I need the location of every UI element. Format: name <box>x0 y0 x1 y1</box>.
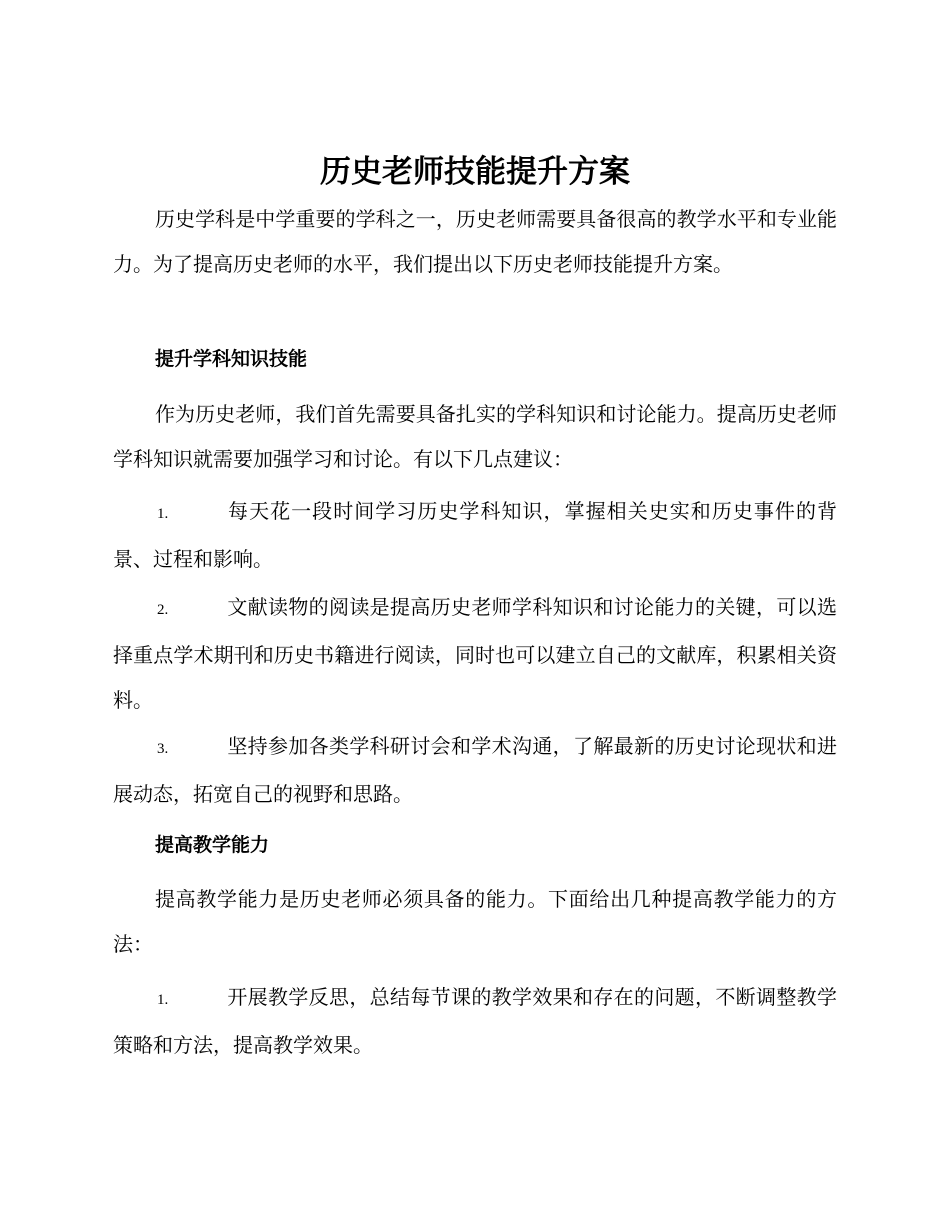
list-item <box>113 724 837 817</box>
section-paragraph-knowledge: 作为历史老师，我们首先需要具备扎实的学科知识和讨论能力。提高历史老师学科知识就需要加强学习和讨论。有以下几点建议： <box>113 402 837 471</box>
list-item-number: 1. <box>157 506 169 522</box>
list-item-number: 3. <box>157 741 169 757</box>
list-item <box>113 585 837 723</box>
list-item-number: 1. <box>157 992 169 1008</box>
list-item-text: 文献读物的阅读是提高历史老师学科知识和讨论能力的关键，可以选择重点学术期刊和历史书籍进行阅读，同时也可以建立自己的文献库，积累相关资料。 <box>113 595 837 712</box>
document-title: 历史老师技能提升方案 <box>320 154 630 190</box>
list-item-text: 坚持参加各类学科研讨会和学术沟通，了解最新的历史讨论现状和进展动态，拓宽自己的视野和思路。 <box>113 734 837 806</box>
section-heading-teaching: 提高教学能力 <box>155 834 270 856</box>
list-item-text: 每天花一段时间学习历史学科知识，掌握相关史实和历史事件的背景、过程和影响。 <box>113 499 837 571</box>
list-item-text: 开展教学反思，总结每节课的教学效果和存在的问题，不断调整教学策略和方法，提高教学效果。 <box>113 985 837 1057</box>
section-paragraph-teaching: 提高教学能力是历史老师必须具备的能力。下面给出几种提高教学能力的方法： <box>113 887 837 956</box>
list-item <box>113 489 837 582</box>
intro-paragraph: 历史学科是中学重要的学科之一，历史老师需要具备很高的教学水平和专业能力。为了提高历史老师的水平，我们提出以下历史老师技能提升方案。 <box>113 207 837 276</box>
list-item-number: 2. <box>157 602 169 618</box>
list-item <box>113 975 837 1068</box>
section-heading-knowledge: 提升学科知识技能 <box>155 348 308 370</box>
